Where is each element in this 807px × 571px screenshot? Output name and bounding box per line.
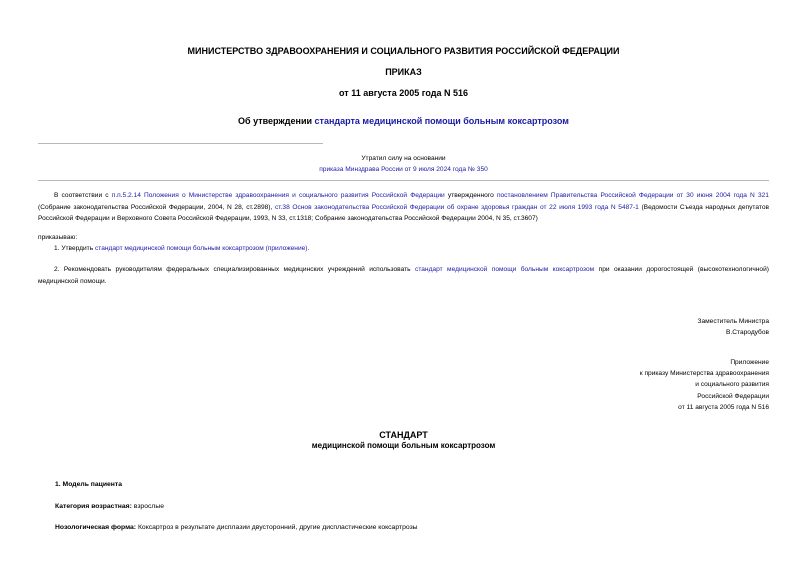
- appendix-block: [640, 357, 769, 413]
- preamble-text-3: (Собрание законодательства Российской Федерации, 2004, N 28, ст.2898),: [38, 203, 273, 211]
- item2-suffix: при оказании дорогостоящей (высокотехнологичной) медицинской помощи.: [38, 266, 769, 285]
- appendix-line-2: к приказу Министерства здравоохранения: [639, 370, 769, 378]
- preamble-link-regulation[interactable]: п.п.5.2.14 Положения о Министерстве здравоохранения и социального развития Российской Федерации: [111, 192, 445, 199]
- appendix-line-3: и социального развития: [695, 381, 769, 389]
- title-prefix: Об утверждении: [238, 116, 313, 126]
- separator-top: [38, 143, 323, 144]
- order-item-2: [38, 264, 769, 287]
- doc-type: ПРИКАЗ: [385, 67, 422, 77]
- nosology-label: Нозологическая форма:: [55, 524, 137, 531]
- signature-name: В.Стародубов: [726, 329, 769, 337]
- nosology: [55, 524, 418, 531]
- model-heading: 1. Модель пациента: [55, 481, 122, 488]
- item1-suffix: .: [307, 245, 310, 252]
- item2-link[interactable]: стандарт медицинской помощи больным коксартрозом: [415, 266, 595, 273]
- title-link[interactable]: стандарта медицинской помощи больным коксартрозом: [314, 116, 569, 126]
- preamble-text-4: (Ведомости Съезда народных депутатов Российской Федерации и Верховного Совета Российской Федерации, 1993, N 33, ст.1318; Собрание законодательства Российской Федерации 2004, N 35, ст.3607): [38, 203, 769, 222]
- item2-prefix: 2. Рекомендовать руководителям федеральных специализированных медицинских учреждений использовать: [54, 266, 411, 273]
- ministry-heading: МИНИСТЕРСТВО ЗДРАВООХРАНЕНИЯ И СОЦИАЛЬНОГО РАЗВИТИЯ РОССИЙСКОЙ ФЕДЕРАЦИИ: [187, 46, 620, 56]
- appendix-line-1: Приложение: [730, 359, 769, 366]
- preamble-paragraph: [38, 190, 769, 225]
- preamble-link-decree[interactable]: постановлением Правительства Российской Федерации от 30 июня 2004 года N 321: [496, 192, 769, 199]
- signature-position: Заместитель Министра: [697, 318, 769, 325]
- separator-bottom: [38, 180, 769, 181]
- doc-title: [0, 116, 807, 126]
- status-link[interactable]: приказа Минздрава России от 9 июля 2024 года № 350: [319, 166, 488, 173]
- nosology-value: Коксартроз в результате дисплазии двусторонний, другие диспластические коксартрозы: [137, 524, 418, 531]
- standard-title: СТАНДАРТ: [379, 430, 428, 440]
- preamble-text-1: В соответствии с: [54, 192, 109, 199]
- doc-date: от 11 августа 2005 года N 516: [339, 88, 468, 98]
- order-item-1: [54, 243, 309, 255]
- standard-subtitle: медицинской помощи больным коксартрозом: [311, 441, 496, 450]
- age-category: [55, 503, 164, 510]
- order-word: приказываю:: [38, 234, 78, 241]
- age-label: Категория возрастная:: [55, 503, 132, 510]
- preamble-link-law[interactable]: ст.38 Основ законодательства Российской Федерации об охране здоровья граждан от 22 июля 1993 года N 5487-1: [274, 203, 639, 211]
- status-text: Утратил силу на основании: [361, 155, 446, 162]
- preamble-text-2: утвержденного: [447, 192, 494, 199]
- age-value: взрослые: [133, 503, 165, 510]
- item1-prefix: 1. Утвердить: [54, 245, 94, 252]
- appendix-line-4: Российской Федерации: [697, 392, 769, 400]
- item1-link[interactable]: стандарт медицинской помощи больным коксартрозом (приложение): [94, 245, 308, 252]
- signature-block: [697, 316, 769, 338]
- appendix-line-5: от 11 августа 2005 года N 516: [678, 403, 769, 411]
